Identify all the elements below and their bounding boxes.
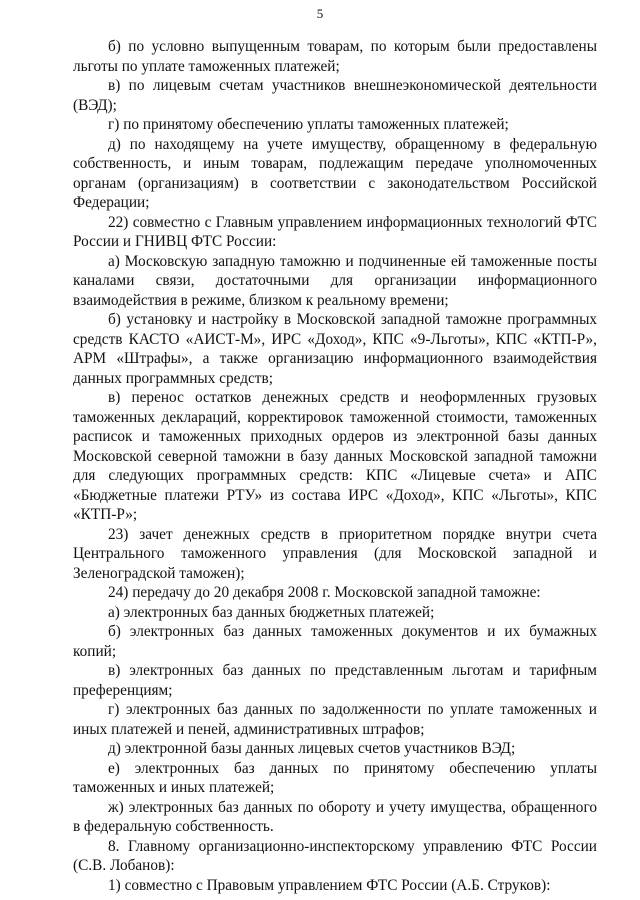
paragraph-24-a: а) электронных баз данных бюджетных платежей;	[108, 603, 435, 621]
paragraph-22: 22) совместно с Главным управлением информационных технологий ФТС России и ГНИВЦ ФТС России:	[73, 213, 597, 250]
paragraph-22-a: а) Московскую западную таможню и подчиненные ей таможенные посты каналами связи, достаточными для организации информационного взаимодействия в режиме, близком к реальному времени;	[73, 252, 597, 309]
paragraph-8: 8. Главному организационно-инспекторскому управлению ФТС России (С.В. Лобанов):	[73, 837, 597, 874]
document-body	[73, 37, 597, 895]
paragraph-24-e: е) электронных баз данных по принятому обеспечению уплаты таможенных и иных платежей;	[73, 759, 597, 796]
paragraph-23: 23) зачет денежных средств в приоритетном порядке внутри счета Центрального таможенного управления (для Московской западной и Зеленоградской таможен);	[73, 525, 597, 582]
paragraph-v-personal-accounts: в) по лицевым счетам участников внешнеэкономической деятельности (ВЭД);	[73, 77, 597, 114]
paragraph-24-d: д) электронной базы данных лицевых счетов участников ВЭД;	[108, 740, 516, 757]
paragraph-24-zh: ж) электронных баз данных по обороту и учету имущества, обращенного в федеральную собственность.	[73, 798, 597, 835]
paragraph-b-conditional-release: б) по условно выпущенным товарам, по которым были предоставлены льготы по уплате таможенных платежей;	[73, 38, 597, 75]
paragraph-24-b: б) электронных баз данных таможенных документов и их бумажных копий;	[73, 623, 597, 660]
paragraph-24: 24) передачу до 20 декабря 2008 г. Московской западной таможне:	[108, 584, 541, 601]
paragraph-22-v: в) перенос остатков денежных средств и неоформленных грузовых таможенных деклараций, корректировок таможенной стоимости, таможенных расписок и таможенных приходных ордеров из электронной базы данных Московской северной таможни в базу данных Московской западной таможни для следующих программных средств: КПС «Лицевые счета» и АПС «Бюджетные платежи РТУ» из состава ИРС «Доход», КПС «Льготы», КПС «КТП-Р»;	[73, 389, 597, 523]
paragraph-24-v: в) электронных баз данных по представленным льготам и тарифным преференциям;	[73, 662, 597, 699]
paragraph-d-federal-property: д) по находящему на учете имуществу, обращенному в федеральную собственность, и иным товарам, подлежащим передаче уполномоченных органам (организациям) в соответствии с законодательством Российской Федерации;	[73, 135, 597, 211]
page-number: 5	[316, 6, 324, 21]
paragraph-g-payment-security: г) по принятому обеспечению уплаты таможенных платежей;	[108, 116, 509, 133]
paragraph-22-b: б) установку и настройку в Московской западной таможне программных средств КАСТО «АИСТ-М», ИРС «Доход», КПС «9-Льготы», КПС «КТП-Р», АРМ «Штрафы», а также организацию информационного взаимодействия данных программных средств;	[73, 311, 597, 387]
paragraph-8-1: 1) совместно с Правовым управлением ФТС России (А.Б. Струков):	[108, 876, 551, 894]
paragraph-24-g: г) электронных баз данных по задолженности по уплате таможенных и иных платежей и пеней, административных штрафов;	[73, 701, 597, 738]
